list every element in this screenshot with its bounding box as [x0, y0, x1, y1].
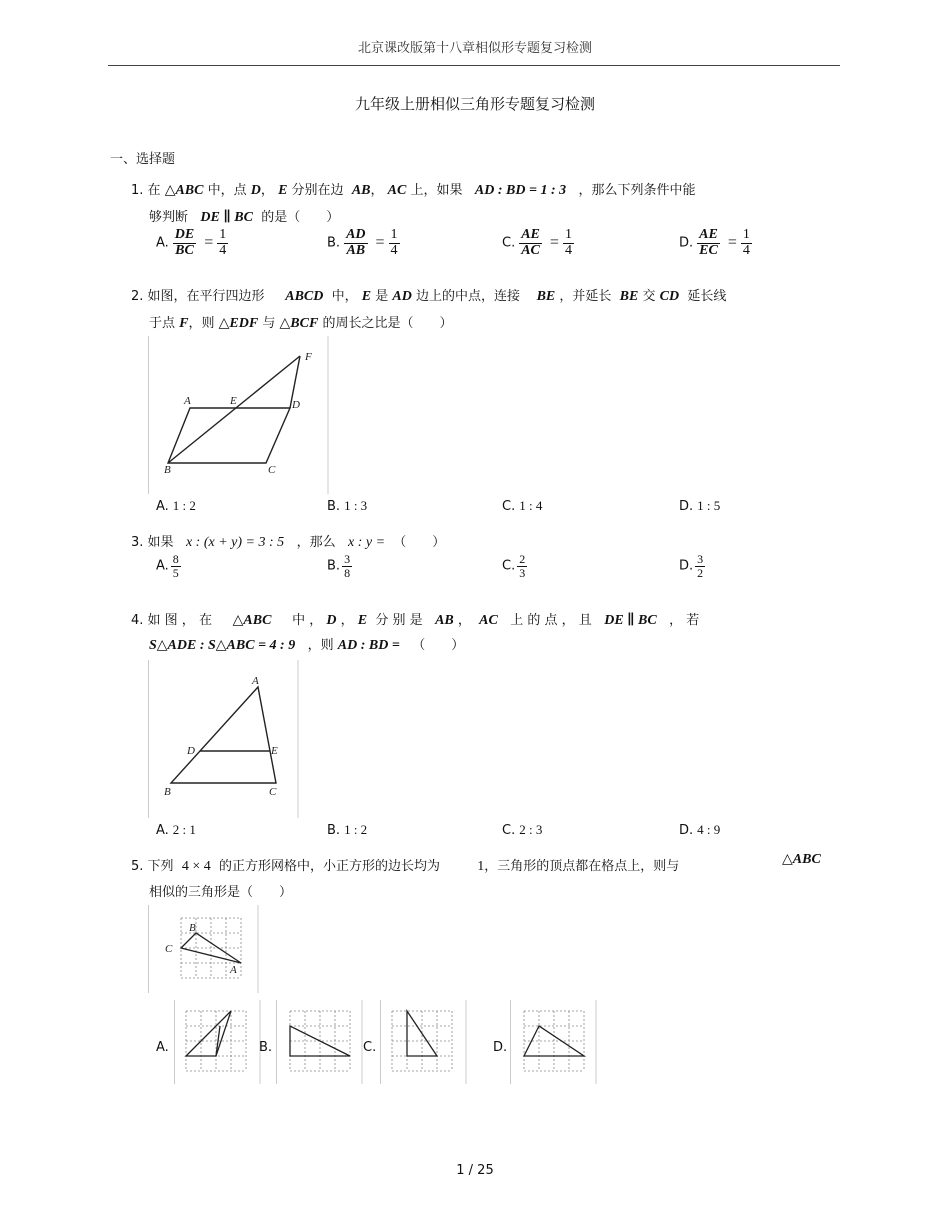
q2-option[interactable]: [327, 498, 367, 514]
q2-option[interactable]: [679, 498, 720, 514]
q4-text: ，: [340, 613, 354, 628]
fraction-numerator: 3: [697, 552, 704, 566]
q4-option-label: B.: [327, 823, 341, 838]
q2-label-e: E: [230, 395, 237, 407]
q4-side-ac: AC: [479, 613, 498, 628]
q4-option[interactable]: [327, 822, 367, 838]
q4-label-b: B: [164, 786, 171, 798]
fraction-denominator: 4: [390, 242, 398, 258]
q2-option-label: D.: [679, 499, 694, 514]
document-title: 九年级上册相似三角形专题复习检测: [354, 95, 595, 113]
q3-option-label: D.: [679, 558, 694, 574]
q4-text: （ ）: [412, 638, 465, 653]
q4-option-label: D.: [679, 823, 694, 838]
q3-option-fraction: [517, 553, 527, 579]
fraction-numerator: AE: [699, 227, 718, 242]
q2-text: 中，: [331, 289, 358, 304]
q2-option[interactable]: [502, 498, 542, 514]
q4-line2: [149, 634, 464, 654]
q4-text: 中 ，: [292, 613, 323, 628]
fraction-denominator: 5: [172, 565, 179, 580]
q3-expression: x : (x + y) = 3 : 5: [185, 535, 285, 550]
q4-figure: [148, 660, 300, 818]
q3-ask: x : y =: [347, 535, 386, 550]
q1-side-ac: AC: [387, 183, 407, 198]
q3-option-fraction: [342, 553, 352, 579]
q4-area-ratio: S△ADE : S△ABC = 4 : 9: [149, 638, 296, 653]
q2-label-b: B: [164, 464, 171, 476]
q1-option-label: C.: [502, 235, 516, 251]
q5-option-b-label[interactable]: B.: [259, 1040, 273, 1055]
equals-sign: =: [727, 234, 737, 252]
q3-option[interactable]: [327, 553, 352, 579]
q3-option[interactable]: [502, 553, 527, 579]
q1-point-d: D: [250, 183, 261, 198]
q1-text: 分别在边: [291, 183, 344, 198]
q3-option-label: C.: [502, 558, 516, 574]
q1-text: ，那么下列条件中能: [578, 183, 696, 198]
q1-option-value: [217, 228, 228, 258]
fraction-numerator: 2: [519, 552, 526, 566]
q2-text: 边上的中点，连接: [416, 289, 521, 304]
q5-triangle-label: △ABC: [782, 852, 821, 867]
q3-text: （ ）: [393, 535, 446, 550]
q1-option-fraction: [519, 228, 542, 258]
equals-sign: =: [549, 234, 559, 252]
q1-option-value: [563, 228, 574, 258]
q2-option-label: B.: [327, 499, 341, 514]
q4-label-a: A: [252, 675, 259, 687]
q3-number: 3.: [131, 535, 144, 550]
fraction-denominator: AB: [346, 242, 366, 258]
q4-text: 如 图 ， 在: [147, 613, 212, 628]
q4-number: 4.: [131, 613, 144, 628]
q2-point-f: F: [179, 316, 189, 331]
fraction-denominator: EC: [699, 242, 718, 258]
q4-option-value: 4 : 9: [697, 822, 721, 837]
q3-line1: [131, 531, 445, 551]
q1-option-fraction: [344, 228, 367, 258]
q2-text: 延长线: [687, 289, 727, 304]
q2-option-value: 1 : 4: [519, 498, 543, 513]
q2-option-label: C.: [502, 499, 516, 514]
q4-option-value: 2 : 3: [519, 822, 543, 837]
q2-text: 于点: [149, 316, 176, 331]
q5-option-a-label[interactable]: A.: [156, 1040, 169, 1055]
q1-point-e: E: [278, 183, 288, 198]
q2-text: ，则: [188, 316, 215, 331]
q1-option[interactable]: [679, 228, 752, 258]
q5-text: ，三角形的顶点都在格点上，则与: [484, 859, 680, 874]
fraction-numerator: 1: [564, 227, 572, 242]
q2-label-d: D: [292, 399, 300, 411]
q2-side-cd: CD: [659, 289, 680, 304]
q2-option[interactable]: [156, 498, 196, 514]
fraction-denominator: 4: [564, 242, 572, 258]
fraction-numerator: 1: [742, 227, 750, 242]
q2-text: 是: [375, 289, 389, 304]
section-heading: 一、选择题: [110, 152, 176, 167]
q2-label-a: A: [184, 395, 191, 407]
fraction-numerator: 8: [172, 552, 179, 566]
q1-text: 在: [147, 183, 161, 198]
q4-option-label: C.: [502, 823, 516, 838]
q2-number: 2.: [131, 289, 144, 304]
equals-sign: =: [204, 234, 214, 252]
q3-option-label: B.: [327, 558, 341, 574]
q5-option-a-figure[interactable]: [174, 1000, 262, 1084]
fraction-denominator: 4: [742, 242, 750, 258]
q1-option-label: A.: [156, 235, 169, 251]
fraction-numerator: 3: [344, 552, 351, 566]
q5-option-c-label[interactable]: C.: [363, 1040, 377, 1055]
q4-option[interactable]: [679, 822, 720, 838]
q4-label-c: C: [269, 786, 277, 798]
q1-text: ，: [370, 183, 384, 198]
q1-text: 够判断: [149, 210, 189, 225]
q4-label-e: E: [271, 745, 278, 757]
q2-point-e: E: [361, 289, 372, 304]
q4-line1: [131, 609, 699, 629]
q4-side-ab: AB: [435, 613, 454, 628]
q3-option[interactable]: [156, 553, 181, 579]
fraction-numerator: AE: [521, 227, 540, 242]
q1-triangle: △ABC: [164, 183, 204, 198]
q4-option[interactable]: [156, 822, 196, 838]
q1-parallel: DE ∥ BC: [200, 210, 253, 225]
q4-point-e: E: [357, 613, 368, 628]
q5-option-b-figure[interactable]: [276, 1000, 364, 1084]
q4-option-value: 2 : 1: [172, 822, 196, 837]
q2-seg-be: BE: [619, 289, 639, 304]
q1-option-fraction: [697, 228, 720, 258]
q5-label-c: C: [165, 943, 173, 955]
q2-option-label: A.: [156, 499, 169, 514]
q4-point-d: D: [326, 613, 337, 628]
q1-option-value: [741, 228, 752, 258]
fraction-numerator: AD: [346, 227, 366, 242]
q5-grid-size: 4 × 4: [181, 859, 211, 874]
q1-option[interactable]: [327, 228, 400, 258]
q2-triangle-bcf: △BCF: [279, 316, 319, 331]
fraction-numerator: 1: [219, 227, 227, 242]
q2-option-value: 1 : 5: [697, 498, 721, 513]
q1-option-fraction: [173, 228, 196, 258]
q5-unit: 1: [477, 859, 485, 874]
q5-triangle: [782, 851, 821, 868]
q5-number: 5.: [131, 859, 144, 874]
q2-label-c: C: [268, 464, 276, 476]
q1-text: ，: [260, 183, 274, 198]
q4-text: 分 别 是: [375, 613, 423, 628]
q3-text: 如果: [147, 535, 174, 550]
q4-option-label: A.: [156, 823, 169, 838]
q4-label-d: D: [187, 745, 195, 757]
q2-text: 的周长之比是（ ）: [322, 316, 453, 331]
q5-option-d-figure[interactable]: [510, 1000, 598, 1084]
page-number: 1 / 25: [456, 1163, 494, 1178]
q5-reference-figure: [148, 905, 260, 993]
fraction-denominator: 3: [519, 565, 526, 580]
q4-text: 上 的 点 ， 且: [510, 613, 592, 628]
q1-option[interactable]: [502, 228, 574, 258]
q1-number: 1.: [131, 183, 144, 198]
q1-text: 上，如果: [410, 183, 463, 198]
q1-option[interactable]: [156, 228, 228, 258]
fraction-denominator: 8: [344, 565, 351, 580]
q5-text: 下列: [147, 859, 174, 874]
q1-option-label: B.: [327, 235, 341, 251]
fraction-numerator: 1: [390, 227, 398, 242]
q2-text: ，并延长: [559, 289, 612, 304]
q3-text: ，那么: [296, 535, 336, 550]
q1-ratio: AD : BD = 1 : 3: [474, 183, 567, 198]
fraction-denominator: BC: [175, 242, 194, 258]
q2-label-f: F: [305, 351, 312, 363]
q3-option-label: A.: [156, 558, 169, 574]
q2-option-value: 1 : 3: [344, 498, 368, 513]
q2-parallelogram: ABCD: [285, 289, 324, 304]
q3-option[interactable]: [679, 553, 705, 579]
q5-line1: [131, 855, 679, 875]
q1-side-ab: AB: [351, 183, 371, 198]
q5-option-d-label[interactable]: D.: [493, 1040, 508, 1055]
q2-text: 与: [262, 316, 276, 331]
q1-text: 的是（ ）: [261, 210, 340, 225]
q1-line1: [131, 179, 696, 199]
q2-line2: [149, 312, 452, 332]
q2-line1: [131, 285, 726, 305]
q2-figure: [148, 336, 330, 494]
header-rule: [108, 65, 840, 66]
q5-label-b: B: [189, 922, 196, 934]
q2-seg-be: BE: [536, 289, 556, 304]
q4-triangle: △ABC: [232, 613, 272, 628]
q1-option-label: D.: [679, 235, 694, 251]
q3-option-fraction: [171, 553, 181, 579]
q4-text: ，则: [307, 638, 334, 653]
running-header: 北京课改版第十八章相似形专题复习检测: [357, 41, 592, 56]
q2-side-ad: AD: [392, 289, 412, 304]
q2-option-value: 1 : 2: [172, 498, 196, 513]
q1-text: 中，点: [207, 183, 247, 198]
q2-text: 如图，在平行四边形: [147, 289, 265, 304]
q2-text: 交: [642, 289, 656, 304]
q4-text: ， 若: [669, 613, 700, 628]
q5-label-a: A: [230, 964, 237, 976]
fraction-numerator: DE: [174, 227, 195, 242]
q5-option-c-figure[interactable]: [380, 1000, 468, 1084]
fraction-denominator: 2: [697, 565, 704, 580]
q3-option-fraction: [695, 553, 705, 579]
fraction-denominator: AC: [521, 242, 540, 258]
q4-option-value: 1 : 2: [344, 822, 368, 837]
equals-sign: =: [375, 234, 385, 252]
q5-line2: 相似的三角形是（ ）: [149, 885, 293, 900]
q1-line2: [149, 206, 339, 226]
q4-option[interactable]: [502, 822, 542, 838]
q1-option-value: [389, 228, 400, 258]
q2-triangle-edf: △EDF: [218, 316, 259, 331]
q4-parallel: DE ∥ BC: [604, 613, 657, 628]
q4-ask: AD : BD =: [337, 638, 400, 653]
q4-text: ，: [457, 613, 471, 628]
fraction-denominator: 4: [219, 242, 227, 258]
q5-text: 的正方形网格中，小正方形的边长均为: [219, 859, 441, 874]
